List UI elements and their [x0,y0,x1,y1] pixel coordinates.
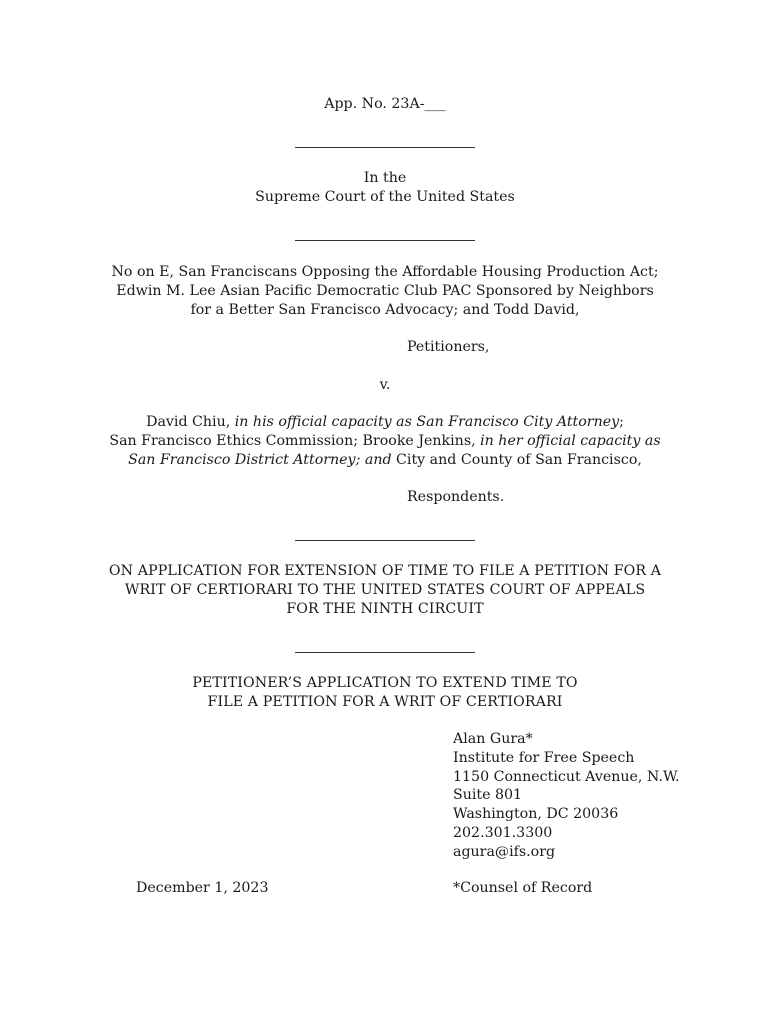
petitioners-line: for a Better San Francisco Advocacy; and Todd David, [190,302,580,318]
counsel-organization: Institute for Free Speech [453,749,635,766]
respondents-label: Respondents. [407,489,505,505]
counsel-suite: Suite 801 [453,787,523,804]
divider-rule [295,652,475,653]
counsel-phone: 202.301.3300 [453,824,553,841]
counsel-email: agura@ifs.org [453,843,556,860]
on-application-line: ON APPLICATION FOR EXTENSION OF TIME TO FILE A PETITION FOR A [108,563,662,579]
respondents-line [0,451,770,470]
application-title: FILE A PETITION FOR A WRIT OF CERTIORARI [207,694,563,710]
petitioners-line: No on E, San Franciscans Opposing the Affordable Housing Production Act; [111,264,659,280]
divider-rule [295,540,475,541]
respondent-capacity: San Francisco District Attorney [128,452,356,468]
filing-date: December 1, 2023 [136,880,269,896]
counsel-name: Alan Gura* [453,731,533,747]
counsel-city: Washington, DC 20036 [453,806,619,823]
respondents-line [0,432,770,451]
counsel-block [453,730,680,862]
on-application-line: FOR THE NINTH CIRCUIT [286,601,484,617]
punctuation: ; [619,414,624,430]
counsel-address: 1150 Connecticut Avenue, N.W. [453,768,680,785]
respondent-capacity: in her official capacity as [480,433,661,449]
divider-rule [295,240,475,241]
petitioners-line: Edwin M. Lee Asian Pacific Democratic Club PAC Sponsored by Neighbors [116,283,654,299]
respondent-name: David Chiu, [146,414,235,430]
divider-rule [295,147,475,148]
respondents-line [0,413,770,432]
respondent-name: San Francisco Ethics Commission; Brooke Jenkins, [109,433,481,449]
application-title: PETITIONER’S APPLICATION TO EXTEND TIME TO [192,675,578,691]
petitioners-label: Petitioners, [407,339,490,355]
on-application-line: WRIT OF CERTIORARI TO THE UNITED STATES COURT OF APPEALS [124,582,646,598]
court-name: Supreme Court of the United States [255,189,515,205]
versus: v. [379,377,391,393]
counsel-of-record-note: *Counsel of Record [453,880,593,896]
respondent-name: City and County of San Francisco, [391,452,642,468]
respondent-capacity: in his official capacity as San Francisco City Attorney [234,414,620,430]
conjunction: ; and [355,452,392,468]
application-number: App. No. 23A-___ [324,96,446,112]
court-intro: In the [363,170,407,186]
